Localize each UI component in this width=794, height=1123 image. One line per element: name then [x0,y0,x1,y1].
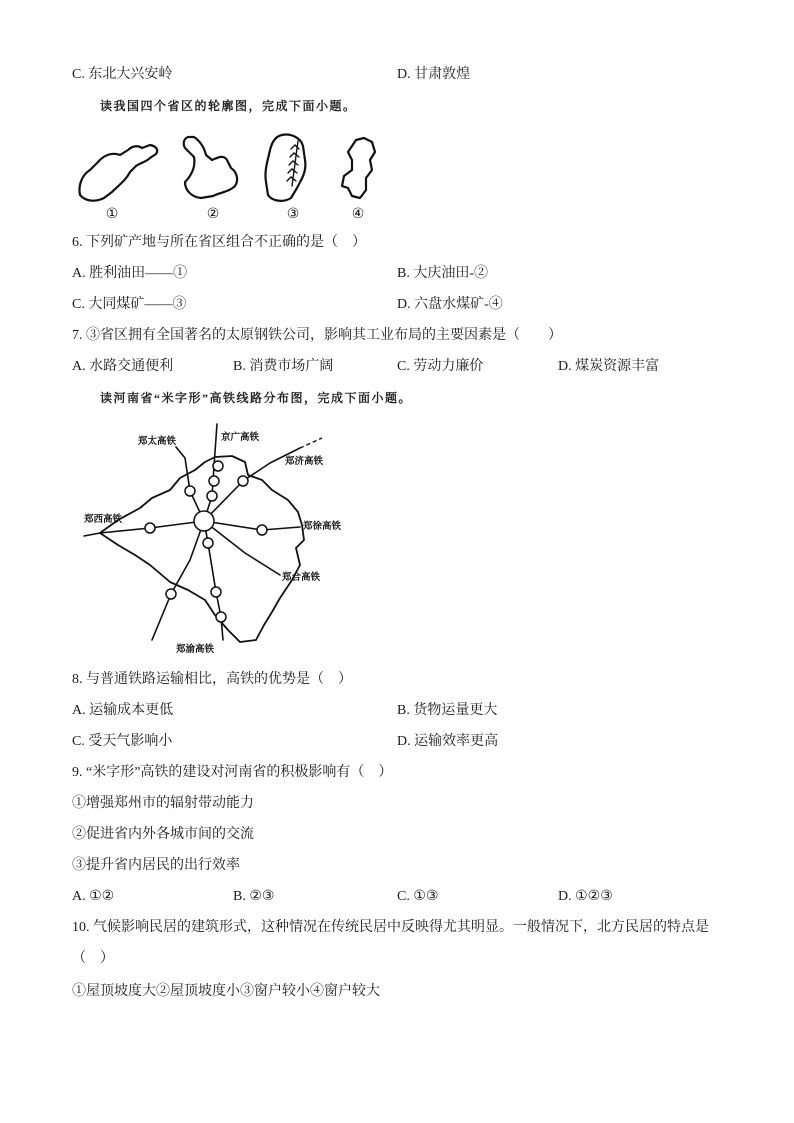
q9-statement-2: ②促进省内外各城市间的交流 [72,827,254,842]
rail-line-zhengji-extension [300,438,322,448]
province-outline-2 [184,137,237,198]
city-marker [145,523,155,533]
figure-label-4: ④ [351,206,365,222]
q6-option-b: B. 大庆油田-② [397,266,488,281]
q9-option-a: A. ①② [72,889,115,904]
province-outline-3 [265,135,305,201]
q6-option-a: A. 胜利油田——① [72,266,188,281]
city-marker-zhengzhou [194,511,214,531]
city-marker [203,538,213,548]
q9-option-b: B. ②③ [233,889,275,904]
city-marker [213,461,223,471]
province-outline-figure [70,125,390,230]
q6-option-c: C. 大同煤矿——③ [72,297,187,312]
city-marker [185,486,195,496]
q5-option-d: D. 甘肃敦煌 [397,67,471,82]
city-marker [216,612,226,622]
q8-option-d: D. 运输效率更高 [397,734,499,749]
province-outline-4 [342,138,375,198]
q10-answer-paren: （ ） [72,951,114,966]
q7-option-c: C. 劳动力廉价 [397,359,484,374]
q6-stem: 6. 下列矿产地与所在省区组合不正确的是（ ） [72,235,366,250]
q6-option-d: D. 六盘水煤矿-④ [397,297,503,312]
q7-option-d: D. 煤炭资源丰富 [558,359,660,374]
city-marker [257,525,267,535]
q9-statement-1: ①增强郑州市的辐射带动能力 [72,796,254,811]
city-marker [207,491,217,501]
q5-option-c: C. 东北大兴安岭 [72,67,173,82]
map-label-zhengxu: 郑徐高铁 [303,521,342,532]
group1-intro: 读我国四个省区的轮廓图，完成下面小题。 [100,99,357,113]
q7-option-b: B. 消费市场广阔 [233,359,334,374]
figure-label-3: ③ [286,206,300,222]
q7-option-a: A. 水路交通便利 [72,359,174,374]
henan-province-outline [100,456,304,642]
q10-stem: 10. 气候影响民居的建筑形式，这种情况在传统民居中反映得尤其明显。一般情况下，北方民居的特点是 [72,920,709,935]
city-marker [209,476,219,486]
q8-stem: 8. 与普通铁路运输相比，高铁的优势是（ ） [72,672,352,687]
q9-option-d: D. ①②③ [558,889,613,904]
q10-statements: ①屋顶坡度大②屋顶坡度小③窗户较小④窗户较大 [72,984,380,999]
q8-option-a: A. 运输成本更低 [72,703,174,718]
q9-statement-3: ③提升省内居民的出行效率 [72,858,240,873]
map-label-zhengxi: 郑西高铁 [84,514,123,525]
q9-stem: 9. “米字形”高铁的建设对河南省的积极影响有（ ） [72,765,393,780]
q9-option-c: C. ①③ [397,889,439,904]
q7-stem: 7. ③省区拥有全国著名的太原钢铁公司，影响其工业布局的主要因素是（ ） [72,328,562,343]
map-label-zhengtai: 郑太高铁 [138,436,177,447]
q8-option-c: C. 受天气影响小 [72,734,173,749]
city-marker [211,587,221,597]
map-label-zhengyu: 郑渝高铁 [176,644,215,655]
map-label-jingguang: 京广高铁 [221,432,260,443]
city-marker [238,476,248,486]
figure-label-2: ② [206,206,220,222]
group2-intro: 读河南省“米字形”高铁线路分布图，完成下面小题。 [100,391,413,405]
map-label-zhenghe: 郑合高铁 [282,572,321,583]
map-label-zhengji: 郑济高铁 [285,456,324,467]
province-outline-1 [79,145,157,201]
henan-rail-map [70,418,360,668]
q8-option-b: B. 货物运量更大 [397,703,498,718]
figure-label-1: ① [105,206,119,222]
city-marker [166,589,176,599]
